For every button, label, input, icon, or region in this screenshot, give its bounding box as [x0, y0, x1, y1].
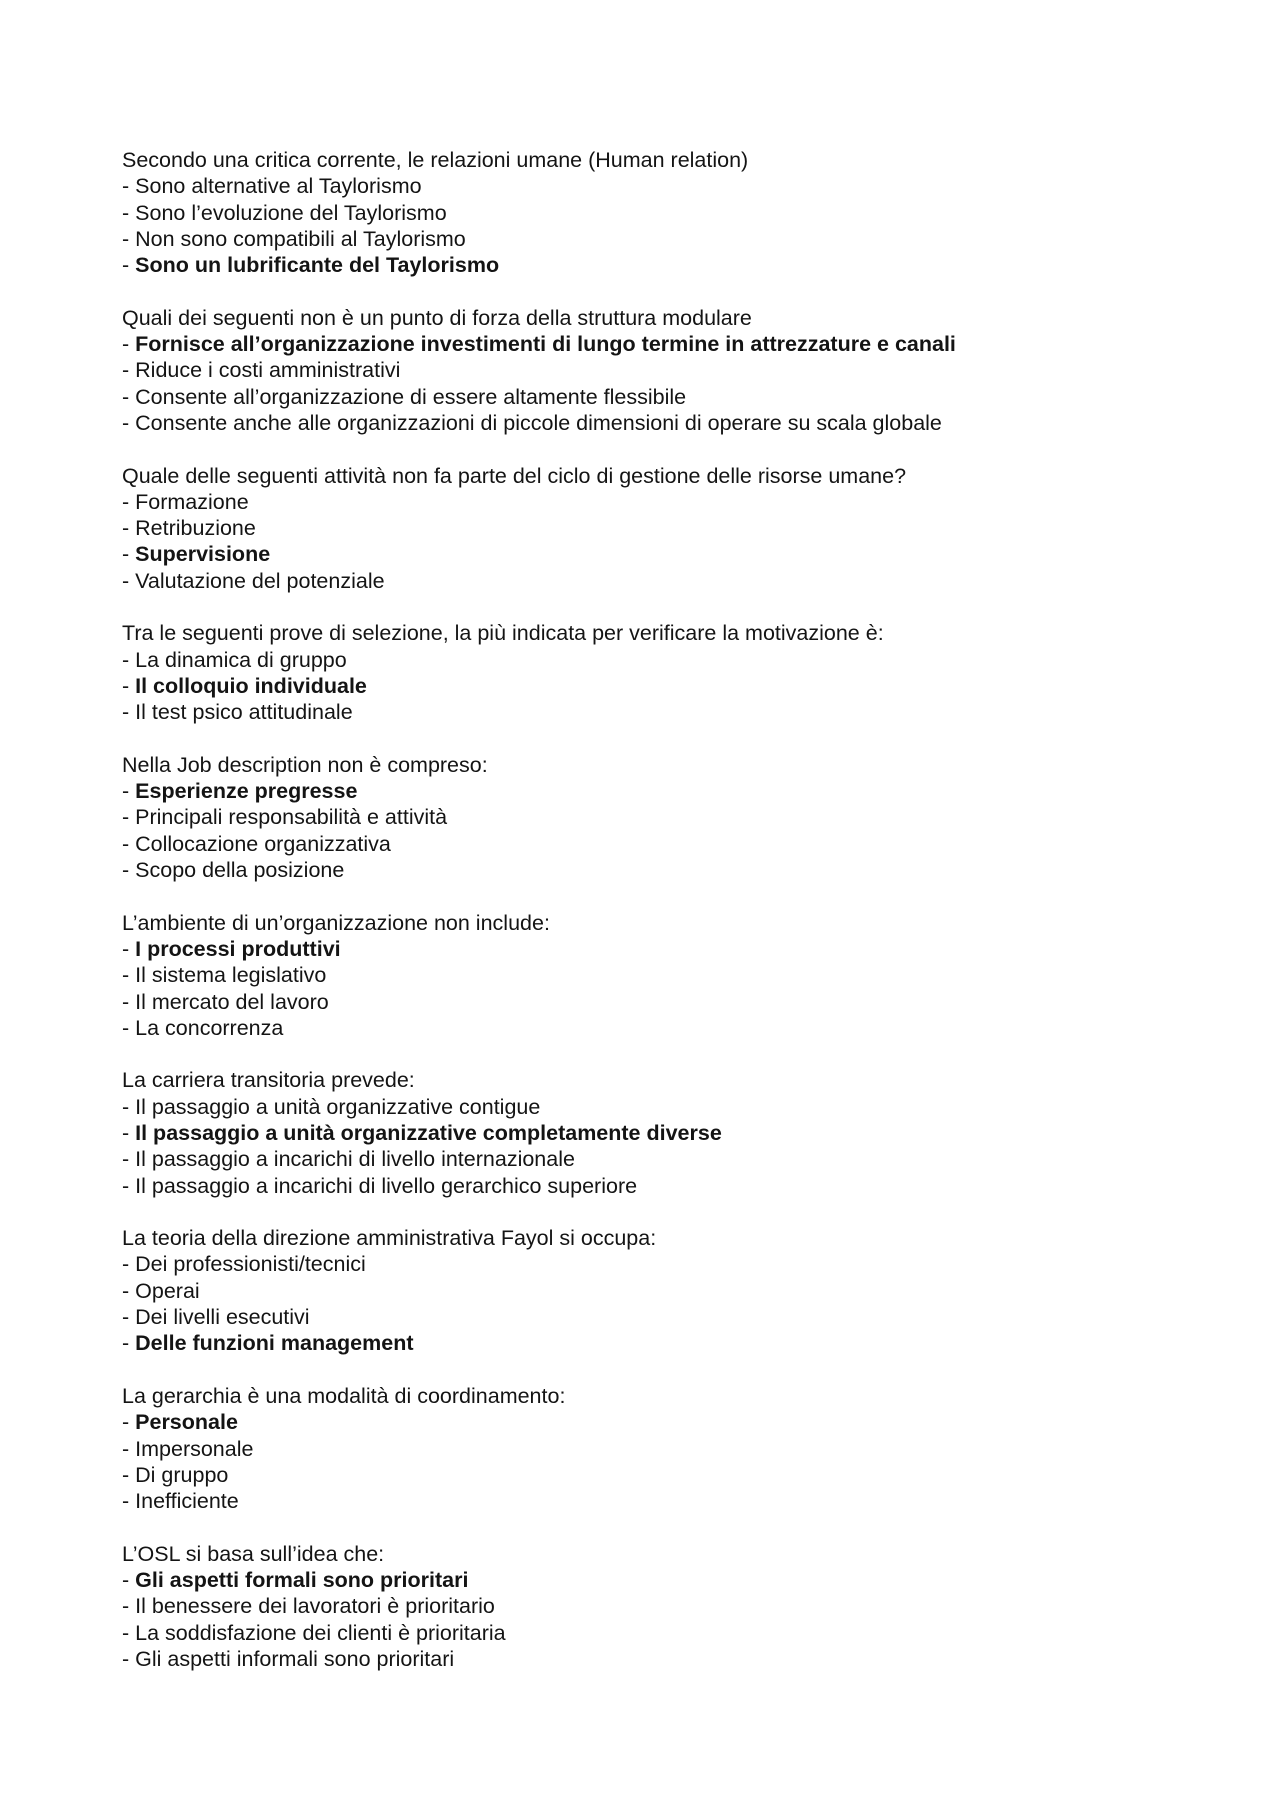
option-dash: -	[122, 779, 136, 804]
quiz-content	[122, 147, 1222, 1699]
option-text: Esperienze pregresse	[135, 779, 358, 804]
option-dash: -	[122, 568, 136, 593]
question-block	[122, 752, 1222, 883]
correct-answer-option	[122, 1330, 1222, 1356]
option-text: Retribuzione	[135, 516, 256, 541]
option-text: Il test psico attitudinale	[135, 700, 353, 725]
correct-answer-option	[122, 673, 1222, 699]
option-text: Sono alternative al Taylorismo	[135, 174, 422, 199]
option-dash: -	[122, 1305, 136, 1330]
correct-answer-option	[122, 1409, 1222, 1435]
option-text: Il passaggio a unità organizzative contigue	[135, 1094, 541, 1119]
question-text: Nella Job description non è compreso:	[122, 752, 488, 777]
option-text: Non sono compatibili al Taylorismo	[135, 226, 466, 251]
option-dash: -	[122, 174, 136, 199]
question-text: La carriera transitoria prevede:	[122, 1068, 415, 1093]
option-text: Operai	[135, 1278, 200, 1303]
option-dash: -	[122, 516, 136, 541]
answer-option	[122, 1488, 1222, 1514]
question-text: Tra le seguenti prove di selezione, la più indicata per verificare la motivazione è:	[122, 621, 884, 646]
option-dash: -	[122, 542, 136, 567]
answer-option	[122, 489, 1222, 515]
answer-option	[122, 1646, 1222, 1672]
correct-answer-option	[122, 1567, 1222, 1593]
option-dash: -	[122, 831, 136, 856]
option-text: La soddisfazione dei clienti è prioritaria	[135, 1620, 506, 1645]
option-dash: -	[122, 1462, 136, 1487]
option-dash: -	[122, 226, 136, 251]
answer-option	[122, 515, 1222, 541]
option-text: Principali responsabilità e attività	[135, 805, 448, 830]
option-dash: -	[122, 1568, 136, 1593]
question-text: L’OSL si basa sull’idea che:	[122, 1541, 385, 1566]
option-text: Dei professionisti/tecnici	[135, 1252, 366, 1277]
option-dash: -	[122, 963, 136, 988]
answer-option	[122, 857, 1222, 883]
option-dash: -	[122, 1489, 136, 1514]
option-text: Formazione	[135, 489, 249, 514]
option-text: Gli aspetti informali sono prioritari	[135, 1646, 455, 1671]
option-dash: -	[122, 1094, 136, 1119]
option-dash: -	[122, 200, 136, 225]
question-text: Secondo una critica corrente, le relazioni umane (Human relation)	[122, 148, 749, 172]
option-dash: -	[122, 647, 136, 672]
option-dash: -	[122, 1620, 136, 1645]
answer-option	[122, 1304, 1222, 1330]
option-text: Di gruppo	[135, 1462, 229, 1487]
option-dash: -	[122, 1410, 136, 1435]
option-text: Il passaggio a unità organizzative completamente diverse	[135, 1120, 722, 1145]
option-text: Supervisione	[135, 542, 271, 567]
answer-option	[122, 1251, 1222, 1277]
option-text: Sono l’evoluzione del Taylorismo	[135, 200, 447, 225]
option-text: Delle funzioni management	[135, 1331, 414, 1356]
correct-answer-option	[122, 936, 1222, 962]
answer-option	[122, 831, 1222, 857]
option-dash: -	[122, 1173, 136, 1198]
question-block	[122, 1541, 1222, 1672]
option-text: La concorrenza	[135, 1015, 284, 1040]
answer-option	[122, 647, 1222, 673]
option-text: I processi produttivi	[135, 936, 341, 961]
option-dash: -	[122, 1120, 136, 1145]
answer-option	[122, 357, 1222, 383]
option-dash: -	[122, 1646, 136, 1671]
option-text: Consente all’organizzazione di essere altamente flessibile	[135, 384, 687, 409]
answer-option	[122, 1146, 1222, 1172]
answer-option	[122, 1462, 1222, 1488]
answer-option	[122, 1278, 1222, 1304]
answer-option	[122, 962, 1222, 988]
question-text: La gerarchia è una modalità di coordinamento:	[122, 1383, 566, 1408]
question-text: Quale delle seguenti attività non fa parte del ciclo di gestione delle risorse umane?	[122, 463, 907, 488]
option-dash: -	[122, 936, 136, 961]
option-text: Fornisce all’organizzazione investimenti di lungo termine in attrezzature e canali	[135, 332, 956, 357]
answer-option	[122, 1094, 1222, 1120]
option-text: Personale	[135, 1410, 238, 1435]
correct-answer-option	[122, 778, 1222, 804]
option-text: Il mercato del lavoro	[135, 989, 329, 1014]
option-text: Scopo della posizione	[135, 858, 345, 883]
option-dash: -	[122, 358, 136, 383]
option-text: Il colloquio individuale	[135, 673, 367, 698]
answer-option	[122, 1620, 1222, 1646]
answer-option	[122, 989, 1222, 1015]
question-block	[122, 1383, 1222, 1514]
question-block	[122, 147, 1222, 278]
option-text: Il sistema legislativo	[135, 963, 327, 988]
correct-answer-option	[122, 1120, 1222, 1146]
option-dash: -	[122, 410, 136, 435]
option-dash: -	[122, 1252, 136, 1277]
option-text: Impersonale	[135, 1436, 254, 1461]
option-text: La dinamica di gruppo	[135, 647, 347, 672]
answer-option	[122, 1593, 1222, 1619]
answer-option	[122, 699, 1222, 725]
answer-option	[122, 804, 1222, 830]
option-dash: -	[122, 1331, 136, 1356]
answer-option	[122, 568, 1222, 594]
question-block	[122, 1225, 1222, 1356]
option-text: Inefficiente	[135, 1489, 239, 1514]
option-dash: -	[122, 989, 136, 1014]
option-dash: -	[122, 332, 136, 357]
question-block	[122, 463, 1222, 594]
option-dash: -	[122, 700, 136, 725]
answer-option	[122, 226, 1222, 252]
option-text: Dei livelli esecutivi	[135, 1305, 310, 1330]
answer-option	[122, 410, 1222, 436]
option-dash: -	[122, 384, 136, 409]
answer-option	[122, 1173, 1222, 1199]
question-block	[122, 305, 1222, 436]
answer-option	[122, 200, 1222, 226]
option-text: Il passaggio a incarichi di livello internazionale	[135, 1147, 575, 1172]
answer-option	[122, 1436, 1222, 1462]
option-dash: -	[122, 1436, 136, 1461]
question-block	[122, 620, 1222, 725]
answer-option	[122, 173, 1222, 199]
option-dash: -	[122, 1015, 136, 1040]
option-dash: -	[122, 673, 136, 698]
question-block	[122, 910, 1222, 1041]
option-text: Il benessere dei lavoratori è prioritario	[135, 1594, 495, 1619]
answer-option	[122, 1015, 1222, 1041]
question-text: Quali dei seguenti non è un punto di forza della struttura modulare	[122, 305, 752, 330]
option-dash: -	[122, 253, 136, 278]
option-dash: -	[122, 489, 136, 514]
question-block	[122, 1067, 1222, 1198]
option-dash: -	[122, 1147, 136, 1172]
option-text: Gli aspetti formali sono prioritari	[135, 1568, 469, 1593]
correct-answer-option	[122, 252, 1222, 278]
option-text: Collocazione organizzativa	[135, 831, 391, 856]
option-dash: -	[122, 805, 136, 830]
option-text: Il passaggio a incarichi di livello gerarchico superiore	[135, 1173, 638, 1198]
question-text: L’ambiente di un’organizzazione non include:	[122, 910, 550, 935]
question-text: La teoria della direzione amministrativa Fayol si occupa:	[122, 1226, 657, 1251]
option-dash: -	[122, 1594, 136, 1619]
option-text: Consente anche alle organizzazioni di piccole dimensioni di operare su scala globale	[135, 410, 942, 435]
option-text: Sono un lubrificante del Taylorismo	[135, 253, 500, 278]
option-text: Riduce i costi amministrativi	[135, 358, 401, 383]
option-dash: -	[122, 858, 136, 883]
option-dash: -	[122, 1278, 136, 1303]
correct-answer-option	[122, 331, 1222, 357]
answer-option	[122, 384, 1222, 410]
option-text: Valutazione del potenziale	[135, 568, 385, 593]
correct-answer-option	[122, 541, 1222, 567]
